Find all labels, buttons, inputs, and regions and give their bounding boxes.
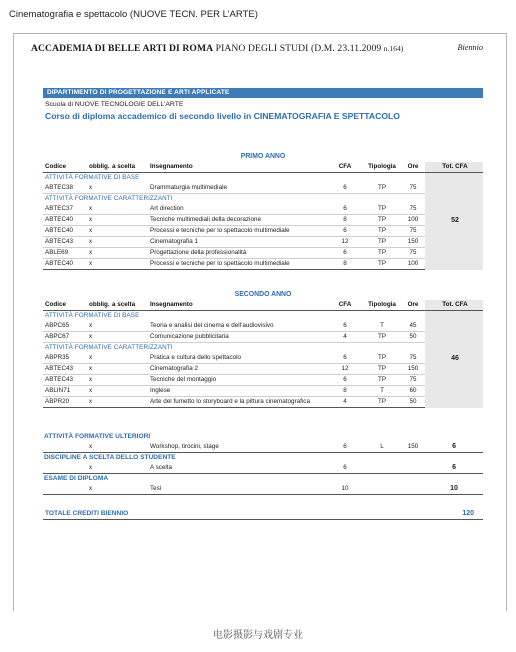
table-row (43, 364, 483, 375)
first-year-title: PRIMO ANNO (240, 153, 286, 160)
category-label: ATTIVITÀ FORMATIVE ULTERIORI (44, 433, 151, 440)
course-hours: 50 (399, 332, 425, 343)
course-type: L (363, 442, 399, 453)
course-name: Processi e tecniche per lo spettacolo multimediale (148, 226, 325, 237)
course-name: Processi e tecniche per lo spettacolo multimediale (148, 259, 325, 270)
course-name: Teoria e analisi del cinema e dell’audiovisivo (148, 321, 325, 332)
level-label: Biennio (457, 43, 483, 52)
cfa-credits: 6 (325, 321, 363, 332)
year-total-cfa: 46 (425, 311, 483, 408)
course-type: TP (363, 375, 399, 386)
column-header: Insegnamento (148, 162, 325, 173)
cfa-credits: 8 (325, 259, 363, 270)
plan-label: PIANO DEGLI STUDI (215, 43, 309, 54)
course-type: TP (363, 237, 399, 248)
table-row (43, 259, 483, 270)
academy-name: ACCADEMIA DI BELLE ARTI DI ROMA (31, 43, 214, 54)
column-header: Tot. CFA (425, 162, 483, 173)
course-hours: 100 (399, 215, 425, 226)
course-title: Corso di diploma accademico di secondo livello in CINEMATOGRAFIA E SPETTACOLO (45, 111, 400, 121)
course-code: ABTEC43 (43, 237, 87, 248)
header-title (31, 43, 403, 54)
course-hours: 75 (399, 353, 425, 364)
total-cfa: 6 (425, 463, 483, 474)
elective-mark (110, 237, 148, 248)
course-hours: 150 (399, 364, 425, 375)
course-name: A scelta (148, 463, 325, 474)
table-row (43, 332, 483, 343)
table-row (43, 397, 483, 408)
cfa-credits: 10 (325, 484, 363, 495)
category-row (43, 453, 483, 464)
mandatory-mark: x (87, 248, 110, 259)
mandatory-mark: x (87, 442, 110, 453)
cfa-credits: 12 (325, 237, 363, 248)
mandatory-mark: x (87, 397, 110, 408)
column-header: a scelta (110, 300, 148, 311)
mandatory-mark: x (87, 237, 110, 248)
second-year-title: SECONDO ANNO (234, 291, 292, 298)
course-name: Tesi (148, 484, 325, 495)
elective-mark (110, 204, 148, 215)
table-row (43, 321, 483, 332)
mandatory-mark: x (87, 353, 110, 364)
elective-mark (110, 215, 148, 226)
mandatory-mark: x (87, 386, 110, 397)
elective-mark (110, 375, 148, 386)
course-name: Cinematografia 1 (148, 237, 325, 248)
course-code (43, 463, 87, 474)
course-type (363, 484, 399, 495)
first-year-table (43, 162, 483, 270)
table-row (43, 442, 483, 453)
category-label: ATTIVITÀ FORMATIVE DI BASE (45, 174, 140, 181)
elective-mark (110, 463, 148, 474)
course-name: Progettazione della professionalità (148, 248, 325, 259)
mandatory-mark: x (87, 484, 110, 495)
course-name: Drammaturgia multimediale (148, 183, 325, 194)
column-header: Ore (399, 162, 425, 173)
elective-mark (110, 353, 148, 364)
course-type: TP (363, 226, 399, 237)
course-type: T (363, 386, 399, 397)
cfa-credits: 6 (325, 183, 363, 194)
cfa-credits: 6 (325, 248, 363, 259)
course-type: T (363, 321, 399, 332)
table-row (43, 463, 483, 474)
mandatory-mark: x (87, 321, 110, 332)
total-credits-row (43, 509, 483, 520)
category-label: ATTIVITÀ FORMATIVE DI BASE (45, 312, 140, 319)
course-code: ABPC65 (43, 321, 87, 332)
course-type: TP (363, 183, 399, 194)
category-row (43, 311, 483, 322)
course-hours: 150 (399, 442, 425, 453)
course-code: ABLIN71 (43, 386, 87, 397)
course-name: Comunicazione pubblicitaria (148, 332, 325, 343)
course-code: ABTEC40 (43, 259, 87, 270)
elective-mark (110, 386, 148, 397)
category-label: ATTIVITÀ FORMATIVE CARATTERIZZANTI (45, 344, 173, 351)
table-row (43, 237, 483, 248)
category-label: ATTIVITÀ FORMATIVE CARATTERIZZANTI (45, 195, 173, 202)
course-hours: 100 (399, 259, 425, 270)
column-header: CFA (325, 162, 363, 173)
elective-mark (110, 484, 148, 495)
course-type: TP (363, 397, 399, 408)
elective-mark (110, 364, 148, 375)
column-header: Insegnamento (148, 300, 325, 311)
total-cfa: 10 (425, 484, 483, 495)
course-hours (399, 463, 425, 474)
course-type: TP (363, 332, 399, 343)
category-row (43, 432, 483, 442)
image-caption: Cinematografia e spettacolo (NUOVE TECN. PER L’ARTE) (9, 9, 258, 20)
column-header: Tipologia (363, 300, 399, 311)
table-row (43, 226, 483, 237)
column-header: Codice (43, 162, 87, 173)
department-bar: DIPARTIMENTO DI PROGETTAZIONE E ARTI APPLICATE (43, 88, 483, 98)
course-code: ABTEC40 (43, 226, 87, 237)
elective-mark (110, 183, 148, 194)
course-type: TP (363, 204, 399, 215)
cfa-credits: 4 (325, 397, 363, 408)
cfa-credits: 6 (325, 353, 363, 364)
course-hours (399, 484, 425, 495)
mandatory-mark: x (87, 375, 110, 386)
course-type: TP (363, 353, 399, 364)
course-name: Tecniche del montaggio (148, 375, 325, 386)
column-header: a scelta (110, 162, 148, 173)
course-hours: 75 (399, 226, 425, 237)
course-hours: 75 (399, 375, 425, 386)
category-row (43, 474, 483, 485)
elective-mark (110, 248, 148, 259)
course-hours: 45 (399, 321, 425, 332)
course-code: ABLE69 (43, 248, 87, 259)
course-code: ABPR35 (43, 353, 87, 364)
mandatory-mark: x (87, 204, 110, 215)
cfa-credits: 8 (325, 386, 363, 397)
course-code: ABTEC38 (43, 183, 87, 194)
course-hours: 50 (399, 397, 425, 408)
table-row (43, 386, 483, 397)
mandatory-mark: x (87, 463, 110, 474)
elective-mark (110, 321, 148, 332)
course-name: Art direction (148, 204, 325, 215)
course-code: ABPR20 (43, 397, 87, 408)
column-header: obblig. (87, 300, 110, 311)
category-row (43, 343, 483, 354)
cfa-credits: 6 (325, 463, 363, 474)
column-header: CFA (325, 300, 363, 311)
course-name: Arte del fumetto lo storyboard e la pittura cinematografica (148, 397, 325, 408)
course-code: ABPC67 (43, 332, 87, 343)
column-header: Tipologia (363, 162, 399, 173)
table-row (43, 375, 483, 386)
mandatory-mark: x (87, 332, 110, 343)
total-credits-value: 120 (462, 510, 474, 517)
category-label: ESAME DI DIPLOMA (44, 475, 109, 482)
course-type: TP (363, 364, 399, 375)
decree-prefix: (D.M. 23.11.2009 (310, 43, 382, 54)
mandatory-mark: x (87, 226, 110, 237)
table-row (43, 183, 483, 194)
second-year-table (43, 300, 483, 408)
elective-mark (110, 397, 148, 408)
course-hours: 75 (399, 248, 425, 259)
course-name: Workshop, tirocini, stage (148, 442, 325, 453)
total-cfa: 6 (425, 442, 483, 453)
cfa-credits: 6 (325, 442, 363, 453)
column-header: Codice (43, 300, 87, 311)
course-name: Inglese (148, 386, 325, 397)
course-type (363, 463, 399, 474)
course-code (43, 484, 87, 495)
course-name: Pratica e cultura dello spettacolo (148, 353, 325, 364)
cfa-credits: 4 (325, 332, 363, 343)
cfa-credits: 6 (325, 226, 363, 237)
course-code: ABTEC43 (43, 364, 87, 375)
document-header (31, 43, 483, 55)
category-row (43, 194, 483, 205)
mandatory-mark: x (87, 364, 110, 375)
column-header: obblig. (87, 162, 110, 173)
mandatory-mark: x (87, 183, 110, 194)
column-header: Tot. CFA (425, 300, 483, 311)
cfa-credits: 6 (325, 204, 363, 215)
course-type: TP (363, 248, 399, 259)
year-total-cfa: 52 (425, 173, 483, 270)
course-code: ABTEC37 (43, 204, 87, 215)
image-subtitle: 电影摄影与戏剧专业 (213, 630, 303, 641)
elective-mark (110, 332, 148, 343)
cfa-credits: 8 (325, 215, 363, 226)
further-activities-table (43, 432, 483, 495)
elective-mark (110, 442, 148, 453)
mandatory-mark: x (87, 215, 110, 226)
table-row (43, 248, 483, 259)
category-label: DISCIPLINE A SCELTA DELLO STUDENTE (44, 454, 176, 461)
course-name: Tecniche multimediali della decorazione (148, 215, 325, 226)
course-type: TP (363, 215, 399, 226)
course-code: ABTEC43 (43, 375, 87, 386)
elective-mark (110, 259, 148, 270)
column-header: Ore (399, 300, 425, 311)
course-code (43, 442, 87, 453)
course-hours: 60 (399, 386, 425, 397)
table-header-row (43, 300, 483, 311)
table-header-row (43, 162, 483, 173)
school-name: Scuola di NUOVE TECNOLOGIE DELL’ARTE (45, 101, 184, 108)
course-hours: 75 (399, 183, 425, 194)
mandatory-mark: x (87, 259, 110, 270)
table-row (43, 484, 483, 495)
course-code: ABTEC40 (43, 215, 87, 226)
category-row (43, 173, 483, 184)
total-credits-label: TOTALE CREDITI BIENNIO (45, 510, 129, 517)
cfa-credits: 6 (325, 375, 363, 386)
table-row (43, 353, 483, 364)
course-hours: 150 (399, 237, 425, 248)
course-type: TP (363, 259, 399, 270)
cfa-credits: 12 (325, 364, 363, 375)
table-row (43, 204, 483, 215)
course-hours: 75 (399, 204, 425, 215)
decree-number: n.164) (383, 44, 404, 53)
course-name: Cinematografia 2 (148, 364, 325, 375)
table-row (43, 215, 483, 226)
elective-mark (110, 226, 148, 237)
